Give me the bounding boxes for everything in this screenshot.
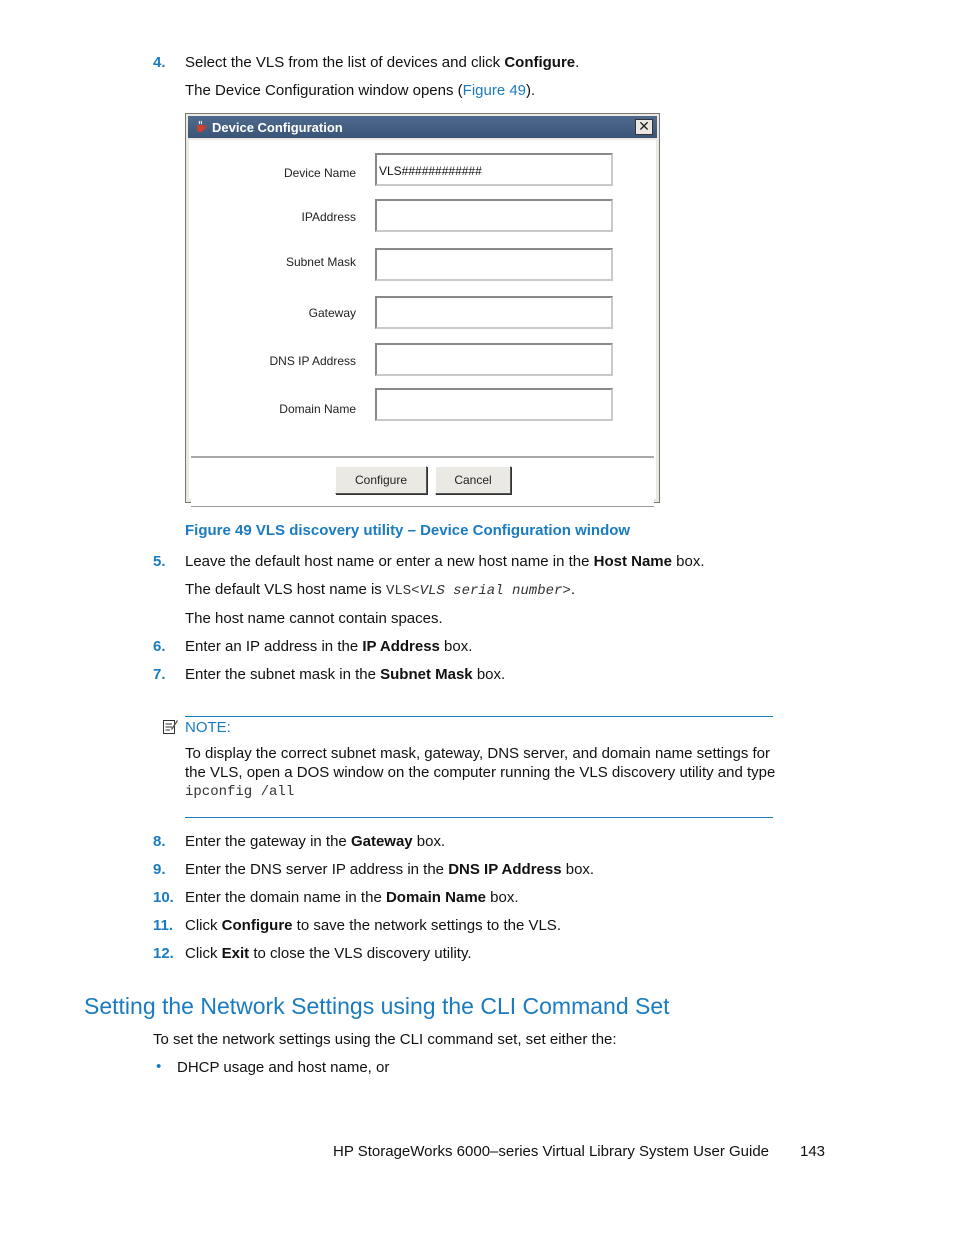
note-bottom-rule bbox=[185, 817, 773, 818]
step-text-bold: Gateway bbox=[350, 833, 413, 850]
configure-button[interactable]: Configure bbox=[335, 466, 427, 494]
step-text bbox=[185, 665, 505, 685]
device-configuration-dialog bbox=[185, 113, 660, 503]
note-icon bbox=[162, 718, 178, 735]
step-text bbox=[185, 888, 519, 908]
section-intro: To set the network settings using the CLI command set, set either the: bbox=[153, 1031, 617, 1048]
step-number: 9. bbox=[153, 861, 166, 878]
step-text bbox=[185, 944, 472, 964]
step-subtext bbox=[185, 580, 575, 601]
subnet-mask-label: Subnet Mask bbox=[285, 255, 356, 269]
step-text bbox=[185, 637, 472, 657]
subnet-mask-field[interactable] bbox=[375, 248, 613, 281]
subtext-pre: The default VLS host name is bbox=[185, 581, 386, 598]
step-text-bold: DNS IP Address bbox=[448, 861, 562, 878]
step-text-pre: Leave the default host name or enter a new host name in the bbox=[185, 553, 594, 570]
cancel-button[interactable]: Cancel bbox=[435, 466, 511, 494]
java-cup-icon bbox=[195, 120, 207, 133]
step-text-post: box. bbox=[486, 889, 519, 906]
step-number: 6. bbox=[153, 638, 166, 655]
device-name-field[interactable]: VLS############ bbox=[375, 153, 613, 186]
step-text-bold: IP Address bbox=[362, 638, 440, 655]
figure-link[interactable]: Figure 49 bbox=[462, 82, 527, 99]
step-text-pre: Click bbox=[185, 945, 222, 962]
step-subtext bbox=[185, 81, 535, 101]
step-text-post: box. bbox=[472, 666, 506, 683]
step-text-post: to close the VLS discovery utility. bbox=[249, 945, 472, 962]
step-text-post: to save the network settings to the VLS. bbox=[292, 917, 561, 934]
step-text bbox=[185, 860, 594, 880]
close-button[interactable] bbox=[635, 119, 653, 135]
step-text-post: box. bbox=[412, 833, 446, 850]
section-heading: Setting the Network Settings using the CLI Command Set bbox=[84, 993, 670, 1019]
step-text-pre: Select the VLS from the list of devices and click bbox=[185, 54, 505, 71]
note-label: NOTE: bbox=[185, 719, 231, 736]
page-number: 143 bbox=[800, 1143, 826, 1160]
step-text-bold: Domain Name bbox=[385, 889, 486, 906]
step-text-bold: Subnet Mask bbox=[380, 666, 473, 683]
note-text-line: To display the correct subnet mask, gateway, DNS server, and domain name settings for bbox=[185, 745, 770, 762]
bullet-icon: • bbox=[156, 1058, 162, 1075]
step-number: 10. bbox=[153, 889, 174, 906]
ip-address-field[interactable] bbox=[375, 199, 613, 232]
dialog-body bbox=[189, 140, 656, 499]
close-icon: ✕ bbox=[638, 118, 650, 134]
step-text-post: box. bbox=[561, 861, 595, 878]
subtext-post: ). bbox=[526, 82, 536, 99]
note-top-rule bbox=[185, 716, 773, 717]
step-text-bold: Configure bbox=[221, 917, 293, 934]
step-text-pre: Enter the subnet mask in the bbox=[185, 666, 381, 683]
dialog-button-bar bbox=[191, 456, 654, 507]
step-text bbox=[185, 552, 705, 572]
step-number: 11. bbox=[153, 917, 174, 934]
step-text-bold: Exit bbox=[221, 945, 250, 962]
step-number: 7. bbox=[153, 666, 166, 683]
step-text-post: box. bbox=[439, 638, 473, 655]
bullet-item: DHCP usage and host name, or bbox=[177, 1059, 390, 1076]
step-text bbox=[185, 916, 561, 936]
step-text bbox=[185, 832, 445, 852]
step-text bbox=[185, 53, 579, 73]
figure-caption: Figure 49 VLS discovery utility – Device Configuration window bbox=[185, 522, 631, 539]
domain-name-field[interactable] bbox=[375, 388, 613, 421]
step-text-pre: Click bbox=[185, 917, 222, 934]
code-text: VLS bbox=[385, 583, 412, 599]
footer-title: HP StorageWorks 6000–series Virtual Library System User Guide bbox=[333, 1143, 770, 1160]
step-text-bold: Host Name bbox=[593, 553, 672, 570]
subtext-post: . bbox=[570, 581, 575, 598]
step-text-bold: Configure bbox=[504, 54, 576, 71]
ip-address-label: IPAddress bbox=[301, 210, 356, 224]
step-text-post: box. bbox=[671, 553, 705, 570]
step-text-pre: Enter an IP address in the bbox=[185, 638, 363, 655]
step-number: 12. bbox=[153, 945, 174, 962]
step-number: 5. bbox=[153, 553, 166, 570]
dialog-titlebar bbox=[188, 116, 657, 138]
note-text-line: the VLS, open a DOS window on the computer running the VLS discovery utility and type bbox=[185, 764, 776, 781]
step-number: 8. bbox=[153, 833, 166, 850]
subtext-pre: The Device Configuration window opens ( bbox=[185, 82, 463, 99]
gateway-field[interactable] bbox=[375, 296, 613, 329]
step-text-pre: Enter the gateway in the bbox=[185, 833, 351, 850]
device-name-label: Device Name bbox=[283, 166, 356, 180]
code-text-italic: <VLS serial number> bbox=[411, 583, 571, 599]
step-text-post: . bbox=[575, 54, 580, 71]
step-text-pre: Enter the DNS server IP address in the bbox=[185, 861, 449, 878]
step-subtext: The host name cannot contain spaces. bbox=[185, 610, 443, 627]
dialog-title: Device Configuration bbox=[212, 120, 343, 135]
note-code: ipconfig /all bbox=[185, 784, 295, 800]
dns-ip-address-field[interactable] bbox=[375, 343, 613, 376]
dns-ip-address-label: DNS IP Address bbox=[269, 354, 356, 368]
gateway-label: Gateway bbox=[308, 306, 356, 320]
step-text-pre: Enter the domain name in the bbox=[185, 889, 386, 906]
domain-name-label: Domain Name bbox=[279, 402, 356, 416]
step-number: 4. bbox=[153, 54, 166, 71]
